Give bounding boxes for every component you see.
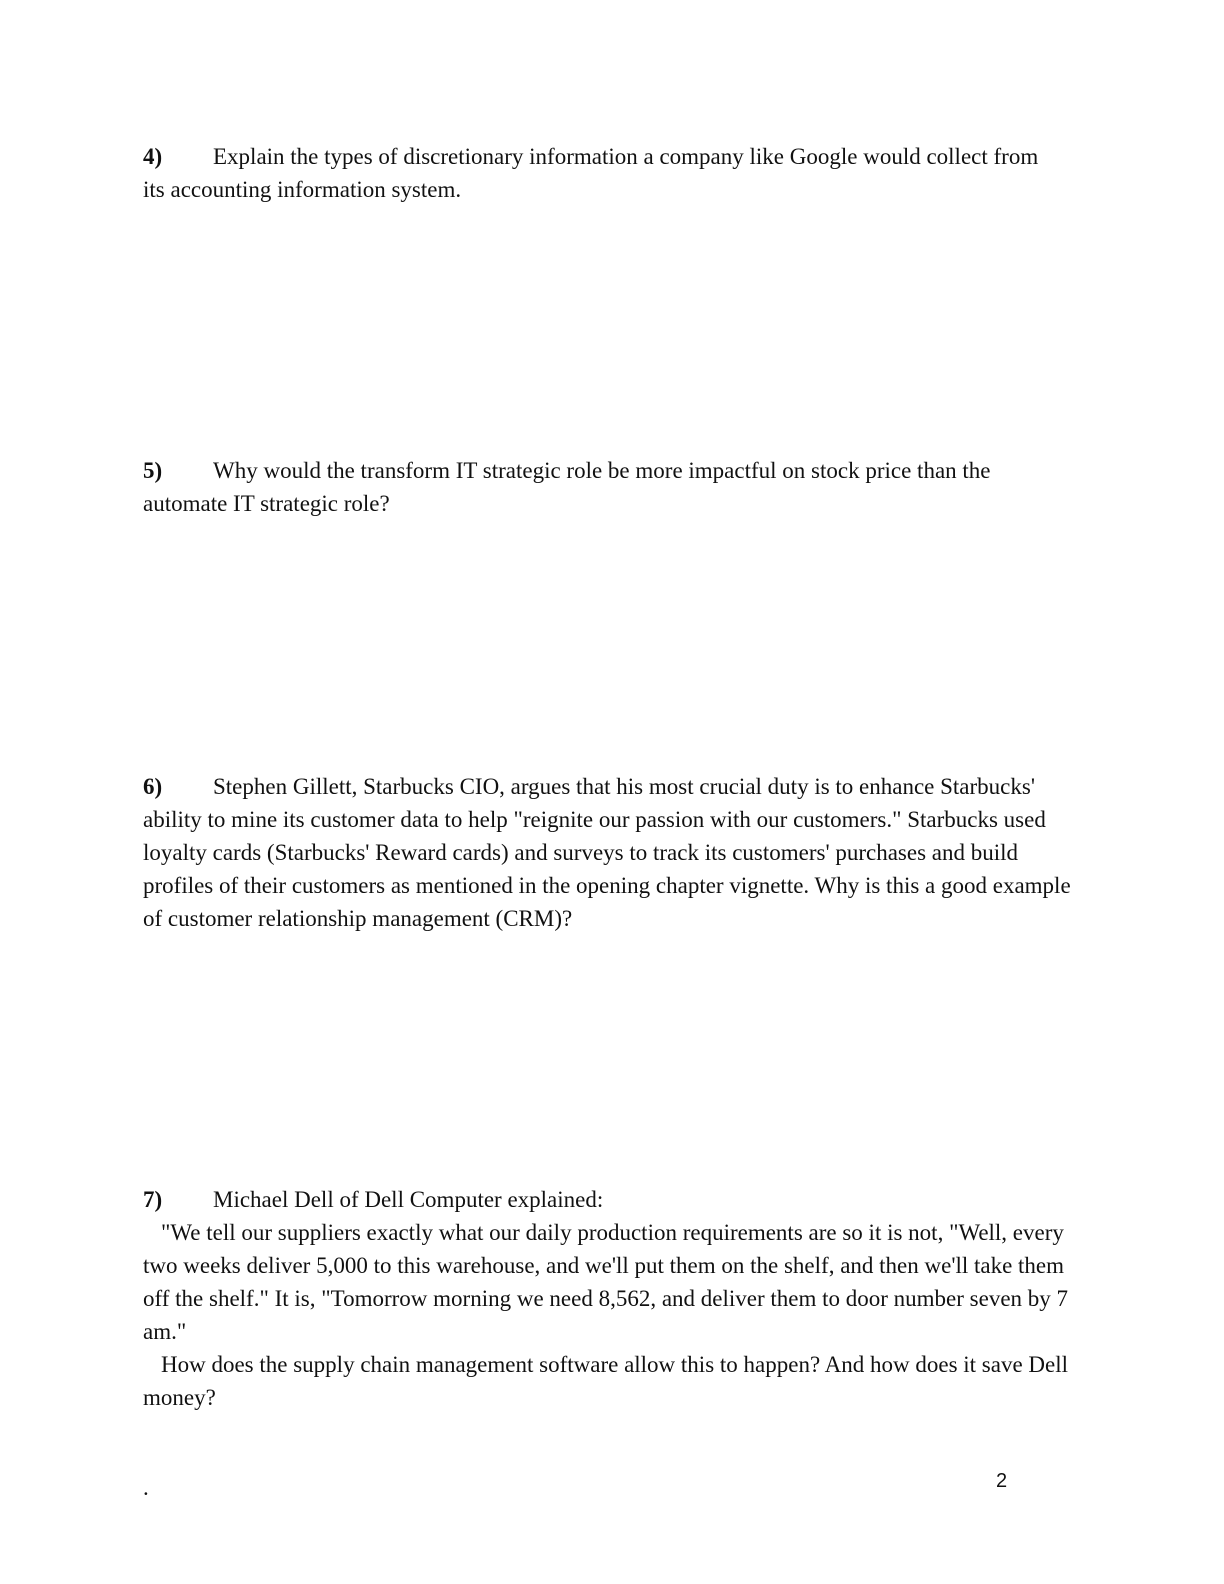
question-6-number: 6) [143,774,163,799]
question-6-heading [143,770,1083,803]
question-6 [143,770,1083,935]
page-number: 2 [996,1470,1008,1492]
question-5 [143,454,1083,520]
question-4 [143,140,1083,206]
question-7-first-line: Michael Dell of Dell Computer explained: [213,1187,604,1212]
question-5-heading [143,454,1083,487]
question-4-heading [143,140,1083,173]
question-7-quote: "We tell our suppliers exactly what our daily production requirements are so it is not, "Well, every two weeks deliver 5,000 to this warehouse, and we'll put them on the shelf, and then we'll take them off the shelf." It is, "Tomorrow morning we need 8,562, and deliver them to door number seven by 7 am." [143,1220,1069,1344]
question-5-number: 5) [143,458,163,483]
question-5-text: automate IT strategic role? [143,491,390,516]
question-5-first-line: Why would the transform IT strategic role be more impactful on stock price than the [213,458,991,483]
question-7 [143,1183,1083,1414]
question-6-text: ability to mine its customer data to help "reignite our passion with our customers." Starbucks used loyalty cards (Starbucks' Reward cards) and surveys to track its customers' purchases and build profiles of their customers as mentioned in the opening chapter vignette. Why is this a good example of customer relationship management (CRM)? [143,807,1071,931]
question-4-text: its accounting information system. [143,177,462,202]
question-4-number: 4) [143,144,163,169]
question-7-follow-up: How does the supply chain management software allow this to happen? And how does it save Dell money? [143,1352,1069,1410]
question-4-first-line: Explain the types of discretionary information a company like Google would collect from [213,144,1039,169]
question-7-number: 7) [143,1187,163,1212]
footer-mark: . [143,1475,149,1500]
question-6-first-line: Stephen Gillett, Starbucks CIO, argues that his most crucial duty is to enhance Starbucks' [213,774,1035,799]
question-7-heading [143,1183,1083,1216]
